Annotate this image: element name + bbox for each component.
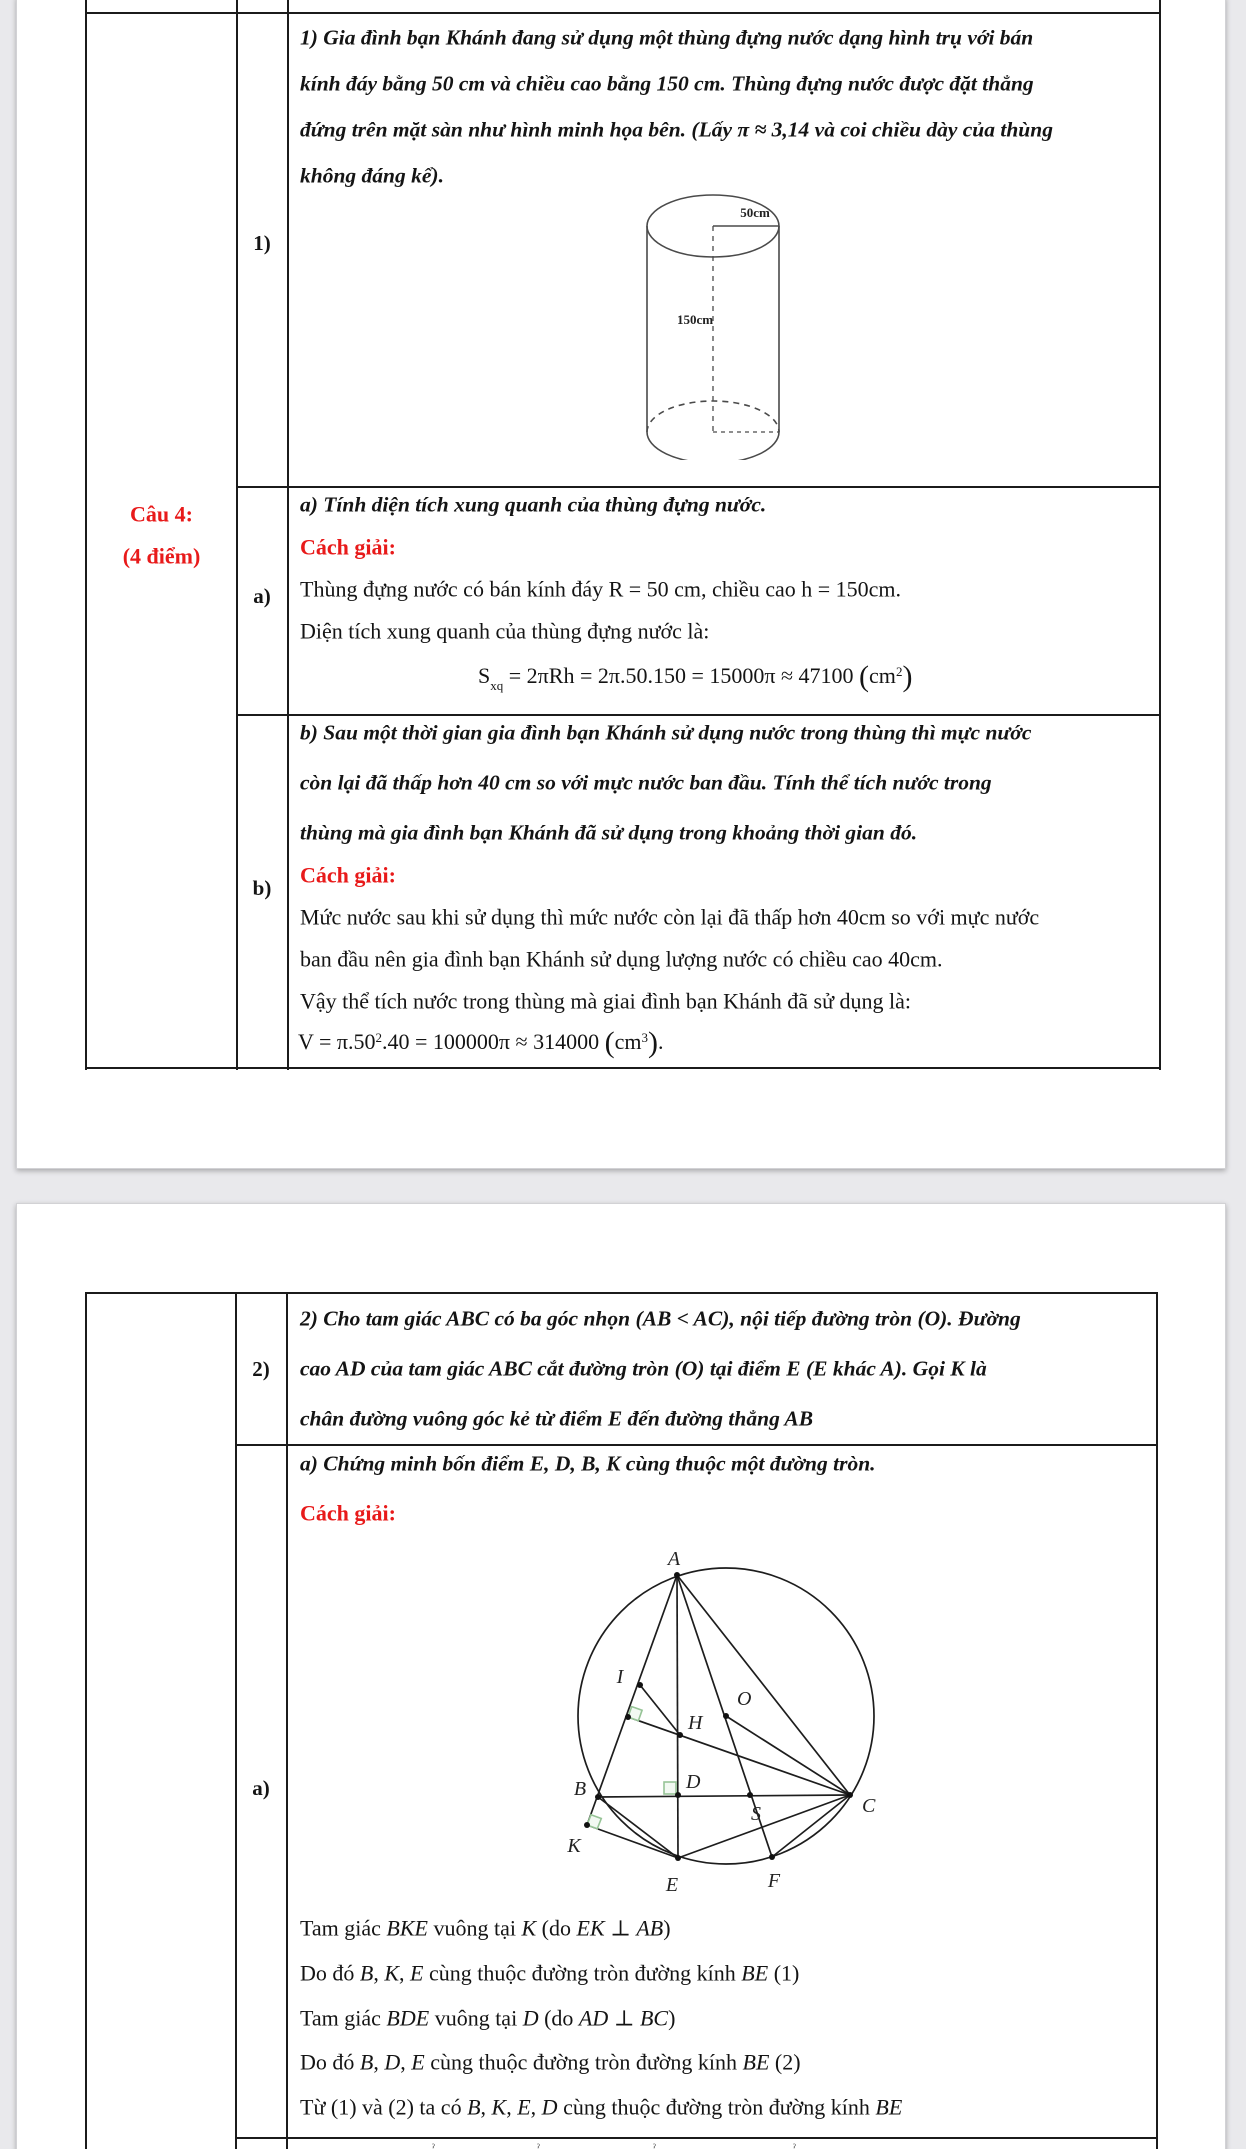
segment-A-C [677, 1575, 850, 1795]
partb-method-label: Cách giải: [300, 862, 396, 888]
segment-B-E [598, 1797, 678, 1858]
segment-F-C [772, 1795, 850, 1857]
cylinder-figure [637, 190, 797, 460]
cylinder-radius-label: 50cm [740, 205, 770, 220]
table1-col-line-2 [287, 0, 289, 1070]
right-angle-marks [587, 1707, 676, 1829]
part1-statement-line1: 1) Gia đình bạn Khánh đang sử dụng một thùng đựng nước dạng hình trụ với bán [300, 25, 1034, 50]
table1-row-line-b [236, 714, 1161, 716]
parta-label: a) [253, 583, 271, 608]
label-D: D [686, 1771, 701, 1793]
part2a-method-label: Cách giải: [300, 1500, 396, 1526]
segment-A-E [677, 1575, 678, 1858]
segment-C-foot [628, 1717, 850, 1795]
label-I: I [616, 1666, 624, 1688]
part1-statement-line4: không đáng kể). [300, 163, 444, 188]
cylinder-height-label: 150cm [676, 312, 714, 327]
part1-statement-line3: đứng trên mặt sàn như hình minh họa bên. (Lấy π ≈ 3,14 và coi chiều dày của thùng [300, 117, 1053, 142]
label-H: H [688, 1712, 703, 1734]
partial-next-row-glyph-2: ˀ [537, 2142, 540, 2149]
table1-border-left [85, 0, 87, 1070]
partb-solution-line2: ban đầu nên gia đình bạn Khánh sử dụng lượng nước có chiều cao 40cm. [300, 946, 943, 972]
label-O: O [737, 1688, 752, 1710]
table2-border-top [85, 1292, 1158, 1294]
table2-border-left [85, 1292, 87, 2149]
part2a-heading: a) Chứng minh bốn điểm E, D, B, K cùng thuộc một đường tròn. [300, 1451, 876, 1476]
parta-method-label: Cách giải: [300, 534, 396, 560]
question-points: (4 điểm) [122, 543, 201, 569]
part2-statement-line1: 2) Cho tam giác ABC có ba góc nhọn (AB < AC), nội tiếp đường tròn (O). Đường [300, 1306, 1021, 1331]
point-labels [566, 1548, 876, 1896]
part2a-solution-line1: Tam giác BKE vuông tại K (do EK ⊥ AB) [300, 1915, 671, 1941]
part2a-solution-line3: Tam giác BDE vuông tại D (do AD ⊥ BC) [300, 2005, 676, 2031]
table2-col-line-2 [286, 1292, 288, 2149]
table2-row-line-bottom [235, 2137, 1158, 2139]
table1-border-bottom [85, 1067, 1161, 1069]
question-number: Câu 4: [130, 501, 193, 527]
partb-solution-line1: Mức nước sau khi sử dụng thì mức nước còn lại đã thấp hơn 40cm so với mực nước [300, 904, 1040, 930]
partb-solution-line3: Vậy thể tích nước trong thùng mà giai đình bạn Khánh đã sử dụng là: [300, 988, 912, 1014]
parta-formula: $S_{xq} = 2\pi Rh = 2\pi.50.150 = 15000\pi \approx 47100$ $(cm^2)$ [478, 659, 913, 693]
table2-col-line-1 [235, 1292, 237, 2149]
partb-label: b) [252, 875, 272, 900]
part2-statement-line2: cao AD của tam giác ABC cắt đường tròn (O) tại điểm E (E khác A). Gọi K là [300, 1356, 987, 1381]
segment-O-C [726, 1716, 850, 1795]
part2-statement-line3: chân đường vuông góc kẻ từ điểm E đến đường thẳng AB [300, 1406, 814, 1431]
part2-label: 2) [252, 1356, 270, 1381]
segment-B-C [598, 1795, 850, 1797]
circle-figure [560, 1545, 892, 1897]
partb-statement-line1: b) Sau một thời gian gia đình bạn Khánh sử dụng nước trong thùng thì mực nước [300, 720, 1032, 745]
table2-border-right [1156, 1292, 1158, 2149]
part2a-solution-line4: Do đó B, D, E cùng thuộc đường tròn đường kính BE (2) [300, 2049, 801, 2075]
partb-formula: $V = \pi.50^2.40 = 100000\pi \approx 314000$ $(cm^3)$. [298, 1025, 664, 1059]
label-E: E [665, 1874, 679, 1896]
partb-statement-line2: còn lại đã thấp hơn 40 cm so với mực nước ban đầu. Tính thể tích nước trong [300, 770, 992, 795]
parta-solution-line2: Diện tích xung quanh của thùng đựng nước là: [300, 618, 710, 644]
table2-row-line-a [235, 1444, 1158, 1446]
label-F: F [767, 1870, 781, 1892]
part1-statement-line2: kính đáy bằng 50 cm và chiều cao bằng 150 cm. Thùng đựng nước được đặt thẳng [300, 71, 1034, 96]
cylinder-bottom-front-arc [647, 432, 779, 460]
table1-row-line-a [236, 486, 1161, 488]
label-K: K [567, 1835, 581, 1857]
label-A: A [667, 1548, 681, 1570]
part1-label: 1) [253, 230, 271, 255]
table1-col-line-1 [236, 0, 238, 1070]
part2a-label: a) [252, 1775, 270, 1800]
parta-heading: a) Tính diện tích xung quanh của thùng đựng nước. [300, 492, 767, 517]
parta-solution-line1: Thùng đựng nước có bán kính đáy R = 50 cm, chiều cao h = 150cm. [300, 576, 902, 602]
label-B: B [573, 1778, 587, 1800]
partial-next-row-glyph-4: ˀ [793, 2142, 796, 2149]
table1-row-line-top [85, 12, 1161, 14]
partial-next-row-glyph-1: ˀ [432, 2142, 435, 2149]
right-angle-at-D [664, 1782, 676, 1794]
partial-next-row-glyph-3: ˀ [653, 2142, 656, 2149]
label-S: S [751, 1803, 761, 1825]
partb-statement-line3: thùng mà gia đình bạn Khánh đã sử dụng trong khoảng thời gian đó. [300, 820, 918, 845]
table1-border-right [1159, 0, 1161, 1070]
part2a-solution-line2: Do đó B, K, E cùng thuộc đường tròn đường kính BE (1) [300, 1960, 800, 1986]
label-C: C [862, 1795, 876, 1817]
part2a-solution-line5: Từ (1) và (2) ta có B, K, E, D cùng thuộc đường tròn đường kính BE [300, 2094, 903, 2120]
